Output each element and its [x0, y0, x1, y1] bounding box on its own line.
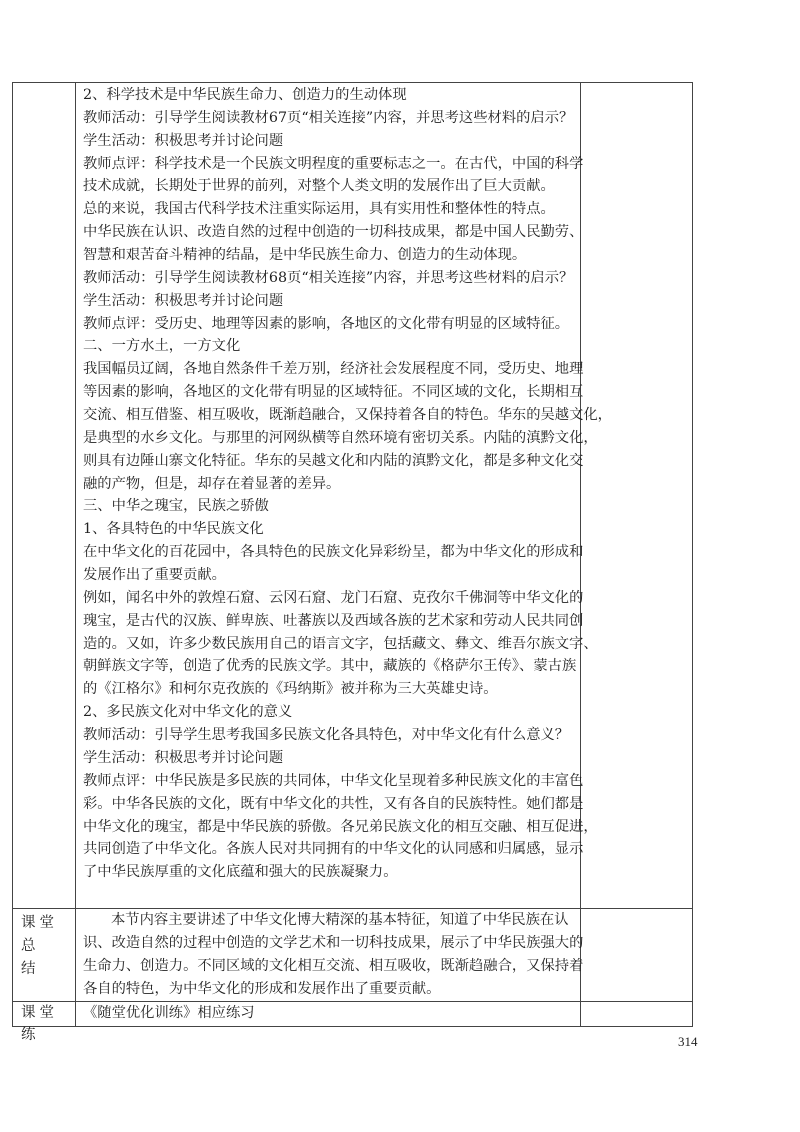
content-line: 是典型的水乡文化。与那里的河网纵横等自然环境有密切关系。内陆的滇黔文化，: [83, 429, 598, 446]
content-line: 中华文化的瑰宝，都是中华民族的骄傲。各兄弟民族文化的相互交融、相互促进，: [83, 818, 598, 835]
content-line: 交流、相互借鉴、相互吸收，既渐趋融合，又保持着各自的特色。华东的吴越文化，: [83, 407, 612, 424]
content-line: 智慧和艰苦奋斗精神的结晶，是中华民族生命力、创造力的生动体现。: [83, 247, 527, 264]
content-line: 教师活动：引导学生阅读教材68页“相关连接”内容，并思考这些材料的启示？: [83, 269, 574, 286]
content-line: 彩。中华各民族的文化，既有中华文化的共性，又有各自的民族特性。她们都是: [83, 795, 584, 812]
content-line: 1、各具特色的中华民族文化: [83, 521, 264, 538]
summary-line: 各自的特色，为中华文化的形成和发展作出了重要贡献。: [83, 980, 441, 997]
summary-line: 识、改造自然的过程中创造的文学艺术和一切科技成果，展示了中华民族强大的: [83, 934, 584, 951]
content-line: 了中华民族厚重的文化底蕴和强大的民族凝聚力。: [83, 864, 398, 881]
main-content-cell: [76, 83, 612, 908]
content-line: 则具有边陲山寨文化特征。华东的吴越文化和内陆的滇黔文化，都是多种文化交: [83, 452, 584, 469]
content-line: 三、中华之瑰宝，民族之骄傲: [83, 498, 269, 515]
summary-line: 生命力、创造力。不同区域的文化相互交流、相互吸收，既渐趋融合，又保持着: [83, 957, 584, 974]
content-line: 在中华文化的百花园中，各具特色的民族文化异彩纷呈，都为中华文化的形成和: [83, 544, 584, 561]
content-line: 教师点评：科学技术是一个民族文明程度的重要标志之一。在古代，中国的科学: [83, 155, 584, 172]
lesson-table: [12, 82, 693, 1043]
content-line: 教师点评：受历史、地理等因素的影响，各地区的文化带有明显的区域特征。: [83, 315, 570, 332]
table-row-main-content: [13, 83, 692, 908]
summary-label-line1: 课堂总: [21, 915, 58, 954]
content-line: 教师活动：引导学生思考我国多民族文化各具特色，对中华文化有什么意义？: [83, 727, 570, 744]
content-line: 2、科学技术是中华民族生命力、创造力的生动体现: [83, 87, 407, 103]
content-line: 教师点评：中华民族是多民族的共同体，中华文化呈现着多种民族文化的丰富色: [83, 772, 584, 789]
content-line: 等因素的影响，各地区的文化带有明显的区域特征。不同区域的文化，长期相互: [83, 384, 584, 401]
content-line: 中华民族在认识、改造自然的过程中创造的一切科技成果，都是中国人民勤劳、: [83, 224, 584, 241]
summary-label-line2: 结: [21, 961, 40, 977]
content-line: 教师活动：引导学生阅读教材67页“相关连接”内容，并思考这些材料的启示？: [83, 109, 574, 126]
table-row-practice: [13, 1001, 692, 1043]
practice-label: 课堂练: [13, 1002, 76, 1026]
content-line: 融的产物，但是，却存在着显著的差异。: [83, 475, 341, 492]
content-line: 学生活动：积极思考并讨论问题: [83, 749, 284, 766]
content-line: 例如，闻名中外的敦煌石窟、云冈石窟、龙门石窟、克孜尔千佛洞等中华文化的: [83, 589, 584, 606]
content-line: 2、多民族文化对中华文化的意义: [83, 704, 293, 721]
notes-cell: [581, 1002, 692, 1026]
content-line: 朝鲜族文字等，创造了优秀的民族文学。其中，藏族的《格萨尔王传》、蒙古族: [83, 658, 577, 675]
summary-label: [13, 909, 76, 1001]
notes-cell: [581, 909, 692, 1001]
content-line: 总的来说，我国古代科学技术注重实际运用，具有实用性和整体性的特点。: [83, 201, 555, 218]
practice-content: 《随堂优化训练》相应练习: [83, 1005, 255, 1021]
table-row-summary: [13, 908, 692, 1001]
row-label-empty: [13, 83, 76, 908]
summary-content-cell: [76, 909, 584, 1001]
content-line: 二、一方水土，一方文化: [83, 338, 241, 355]
practice-content-cell: [76, 1002, 581, 1026]
content-line: 发展作出了重要贡献。: [83, 567, 226, 584]
content-line: 学生活动：积极思考并讨论问题: [83, 292, 284, 309]
content-line: 共同创造了中华文化。各族人民对共同拥有的中华文化的认同感和归属感，显示: [83, 841, 584, 858]
content-line: 学生活动：积极思考并讨论问题: [83, 132, 284, 149]
content-line: 瑰宝，是古代的汉族、鲜卑族、吐蕃族以及西域各族的艺术家和劳动人民共同创: [83, 612, 584, 629]
summary-line: 本节内容主要讲述了中华文化博大精深的基本特征，知道了中华民族在认: [111, 912, 569, 928]
content-line: 的《江格尔》和柯尔克孜族的《玛纳斯》被并称为三大英雄史诗。: [83, 681, 498, 698]
notes-cell: [581, 83, 692, 908]
content-line: 造的。又如，许多少数民族用自己的语言文字，包括藏文、彝文、维吾尔族文字、: [83, 635, 598, 652]
page-number: 314: [678, 1034, 698, 1049]
content-line: 技术成就，长期处于世界的前列，对整个人类文明的发展作出了巨大贡献。: [83, 178, 555, 195]
content-line: 我国幅员辽阔，各地自然条件千差万别，经济社会发展程度不同，受历史、地理: [83, 361, 584, 378]
